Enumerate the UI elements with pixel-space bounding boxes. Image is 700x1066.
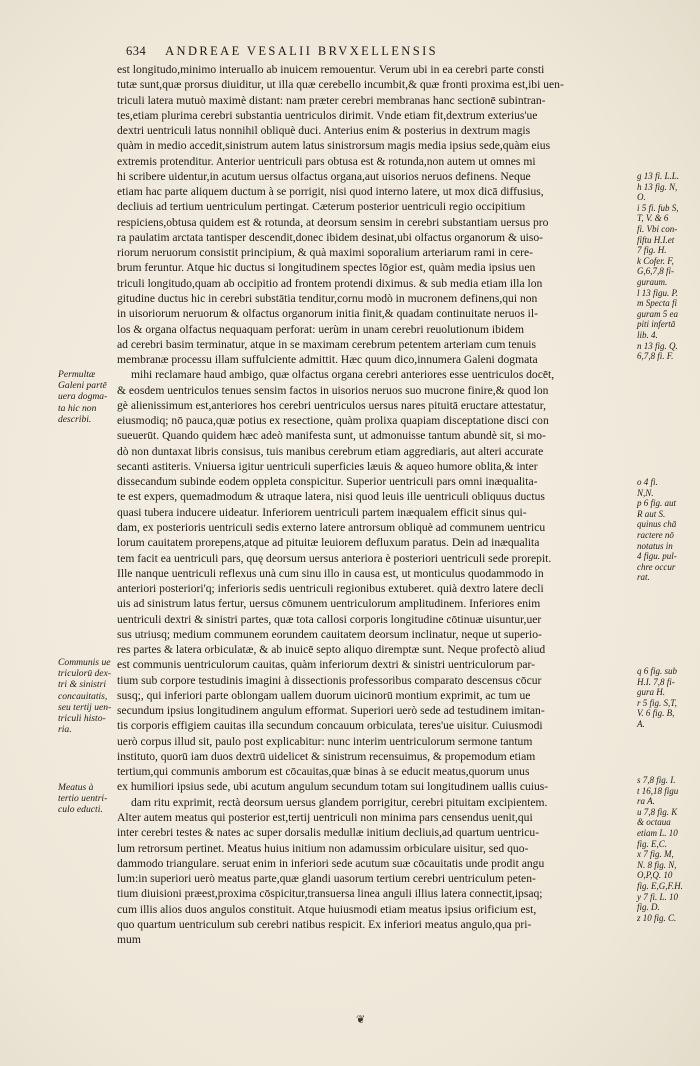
text-line: sus utriusq; medium communem eorundem cauitatem deorsum inclinatur, neque ut superio- — [117, 627, 542, 641]
side-ref-line: 7 fig. H. — [637, 245, 667, 256]
side-ref-line: H.I. 7,8 fi- — [637, 676, 675, 687]
text-line: tium sub corpore testudinis imagini à dissectionis professoribus comparato descensus cōcur — [117, 673, 542, 687]
text-line: Alter autem meatus qui posterior est,tertij uentriculi non minima pars censendus uenit,qui — [117, 811, 533, 825]
running-title: ANDREAE VESALII BRVXELLENSIS — [165, 44, 439, 58]
text-line: decliuis ad tertium uentriculum pertingat. Cæterum posterior uentriculi regio occipitium — [117, 200, 526, 214]
side-ref-line: fig. E,C. — [637, 838, 668, 849]
side-ref-line: s 7,8 fig. I. — [637, 775, 676, 785]
side-ref-line: o 4 fi. — [637, 477, 658, 487]
side-ref-line: i 5 fi. fub S, — [637, 202, 679, 213]
text-line: extremis protenditur. Anterior uentriculi pars obtusa est & rotunda,non autem ut omnes mi — [117, 154, 536, 168]
side-ref-line: g 13 fi. L.L. — [637, 171, 680, 181]
text-line: quàm in medio accedit,sinistrum autem latus sinistrorsum magis media ipsius sede,quàm eius — [117, 139, 551, 153]
text-line: tis corporis effigiem cauitas illa secundum concauum orbiculata, teres'ue uisitur. Cuiusmodi — [117, 719, 543, 733]
side-ref-line: G,6,7,8 fi- — [637, 266, 674, 277]
text-line: susq;, qui inferiori parte oblongam uallem duorum uicinorū montium exprimit, ac tum ue — [117, 688, 531, 702]
margin-note-line: concauitatis, — [58, 690, 108, 702]
text-line: quo quartum uentriculum sub cerebri natibus respicit. Ex inferiori meatus angulo,qua pri- — [117, 917, 532, 931]
side-ref-line: O. — [637, 192, 646, 203]
text-line: res partes & latera orbiculatæ, & ab inuicē septo aliquo diremptæ sunt. Neque profectò aliud — [117, 643, 546, 657]
text-line: ra paulatim arctata tantisper descendit,donec ibidem desinat,ubi olfactus organorum & uiso- — [117, 230, 544, 244]
text-line: mihi reclamare haud ambigo, quæ olfactus organa cerebri anteriores esse uentriculos docēt, — [131, 368, 555, 382]
text-line: Ille nanque uentriculi reflexus unà cum sinu illo in causa est, ut monticulus quodammodo in — [117, 566, 544, 580]
text-line: dam ritu exprimit, rectà deorsum uersus glandem porrigitur, cerebri pituitam excipientem. — [131, 795, 548, 809]
text-line: instituto, quorū iam duos dextrū uidelicet & sinistrum recensuimus, & propemodum etiam — [117, 749, 536, 763]
side-ref-line: 6,7,8 fi. F. — [637, 351, 674, 362]
text-line: brum feruntur. Atque hic ductus si longitudinem spectes lōgior est, quàm media ipsius uen — [117, 261, 536, 275]
side-ref-line: h 13 fig. N, — [637, 181, 678, 192]
side-ref-line: fiftu H.I.et — [637, 234, 675, 245]
margin-note-line: culo educti. — [58, 804, 103, 816]
text-line: hi scribere uidentur,in acutum uersus olfactus organa,aut uisorios neruos definens. Neque — [117, 169, 531, 183]
side-ref-line: piti infertā — [637, 319, 676, 330]
ornament-mark: ❦ — [356, 1014, 366, 1026]
text-line: tem facit ea uentriculi pars, quę deorsum uersus anteriora è posteriori uentriculi sede prorepit. — [117, 551, 552, 565]
margin-note-line: tri & sinistri — [58, 679, 106, 691]
side-ref-line: R aut S. — [637, 508, 666, 519]
side-ref-line: N,N. — [637, 487, 654, 498]
text-line: anteriori posteriori'q; inferioris sedis uentriculi regionibus extuberet. quià dextro latere decli — [117, 582, 544, 596]
side-ref-line: & octaua — [637, 817, 671, 828]
text-line: tium diuisioni præest,proxima cōspicitur,transuersa linea anguli illius latera connectit,ipsaq; — [117, 887, 543, 901]
margin-note-galeni-dogmata — [58, 369, 120, 425]
text-line: uis ad sinistrum latus fertur, uersus cōmunem uentriculorum amplitudinem. Inferiores enim — [117, 597, 541, 611]
side-ref-line: y 7 fi. L. 10 — [637, 891, 679, 902]
side-ref-line: gura H. — [637, 687, 666, 698]
text-line: tutæ sunt,quæ prorsus diuiditur, ut illa quæ cerebello incumbit,& quæ fronti proxima est,ibi uen- — [117, 78, 564, 92]
margin-note-line: Permultæ — [58, 369, 96, 380]
text-line: etiam hac parte aliquem ductum à se porrigit, nisi quod interno latere, ut mox dicā diffusius, — [117, 185, 544, 199]
margin-note-line: triculorū dex- — [58, 668, 112, 680]
side-ref-line: rat. — [637, 572, 650, 583]
text-line: dam, ex posterioris uentriculi sedis externo latere antrorsum obliquè ad communem uentricu — [117, 520, 546, 534]
side-ref-line: T, V. & 6 — [637, 213, 669, 224]
text-line: lum:in superiori uerò meatus parte,quæ glandi uasorum tertium cerebri uentriculum peten- — [117, 872, 536, 886]
side-ref-line: k Cofer. F, — [637, 255, 674, 266]
side-ref-line: guram 5 ea — [637, 308, 678, 319]
text-line: ad cerebri basim terminatur, atque in se maximam cerebrum petentem arteriam cum tenuis — [117, 337, 536, 351]
side-ref-line: lib. 4. — [637, 329, 658, 340]
text-line: membranæ processu illam suffulciente admittit. Hæc quum dico,innumera Galeni dogmata — [117, 353, 538, 367]
side-ref-line: x 7 fig. M, — [637, 849, 674, 860]
page-header — [126, 44, 438, 59]
text-line: triculi latera mutuò maximè distant: nam præter cerebri membranas hanc sectionē subintran- — [117, 93, 546, 107]
side-ref-line: ractere nō — [637, 529, 674, 540]
side-ref-line: p 6 fig. aut — [637, 498, 677, 509]
text-line: in uisoriorum neruorum & olfactus organorum initia finit,& quadam continuitate neruos il- — [117, 307, 538, 321]
margin-note-line: ta hic non — [58, 402, 97, 414]
text-line: cum illis alios duos angulos constituit. Atque huiusmodi etiam meatus ipsius orificium est, — [117, 902, 537, 916]
side-ref-line: r 5 fig. S,T, — [637, 697, 677, 708]
side-ref-line: n 13 fig. Q. — [637, 340, 678, 351]
side-refs-group-1 — [637, 171, 697, 362]
text-line: sueuerūt. Quando quidem hæc adeò manifesta sunt, ut admonuisse tantum abundè sit, si mo- — [117, 429, 546, 443]
side-ref-line: 4 figu. pul- — [637, 551, 677, 562]
margin-note-meatus — [58, 782, 120, 816]
text-line: gè alienissimum est,anteriores hos cerebri uentriculos uersus nares pituitā eructare attestatur, — [117, 398, 546, 412]
side-ref-line: A. — [637, 718, 645, 729]
text-line: respiciens,obtusa quidem est & rotunda, at deorsum sensim in cerebri substantiam uersus pro — [117, 215, 549, 229]
text-line: gitudine ductus hic in cerebri substātia tenditur,cornu modò in mucronem definens,qui non — [117, 291, 538, 305]
text-line: quasi tubera inducere uideatur. Inferiorem uentriculi partem inæqualem efficit sinus qui- — [117, 505, 527, 519]
margin-note-line: Galeni partē — [58, 380, 107, 392]
text-line: los & organa olfactus nequaquam perforat: uerùm in unam cerebri reuolutionum ibidem — [117, 322, 525, 336]
side-refs-group-4 — [637, 775, 697, 923]
text-line: lum retrorsum pertinet. Meatus huius initium non adamussim orbiculare uisitur, sed quo- — [117, 841, 529, 855]
text-line: uerò corpus illud sit, paulo post explicabitur: nunc interim uentriculorum sermone tantum — [117, 734, 533, 748]
side-ref-line: q 6 fig. sub — [637, 666, 678, 676]
side-ref-line: fig. E,G,F.H. — [637, 880, 683, 891]
margin-note-communis-cavitas — [58, 657, 120, 735]
side-ref-line: O,P,Q. 10 — [637, 870, 673, 881]
text-line: dò non duntaxat libris consisus, tuis manibus cerebrum etiam aggrediaris, aut alteri accurate — [117, 444, 544, 458]
margin-note-line: Communis ue — [58, 657, 111, 668]
text-line: dextri uentriculi latus nonnihil obliquè duci. Anterius enim & posterius in dextrum magis — [117, 124, 531, 138]
side-ref-line: m Specta fi — [637, 298, 677, 309]
text-line: secanti astiteris. Vniuersa igitur uentriculi superficies læuis & aqueo humore oblita,& inter — [117, 459, 538, 473]
side-ref-line: fi. Vbi con- — [637, 223, 678, 234]
margin-note-line: describi. — [58, 413, 92, 425]
margin-note-line: uera dogma- — [58, 391, 108, 403]
side-ref-line: quinus chā — [637, 519, 677, 530]
text-line: eiusmodiq; nō pauca,quæ potius ex resectione, quàm prolixa quapiam disceptatione disci con — [117, 414, 549, 428]
text-line: tertium,qui communis amborum est cōcauitas,quæ binas à se educit meatus,quorum unus — [117, 765, 530, 779]
text-line: inter cerebri testes & nates ac super dorsalis medullæ initium decliuis,ad quartum uentricu- — [117, 826, 540, 840]
text-line: dammodo triangulare. seruat enim in inferiori sede acutum suæ cōcauitatis unde prodit angu — [117, 856, 545, 870]
text-line: est communis uentriculorum cauitas, quàm inferiorum dextri & sinistri uentriculorum par- — [117, 658, 536, 672]
text-line: est longitudo,minimo interuallo ab inuicem remouentur. Verum ubi in ea cerebri parte consti — [117, 63, 545, 76]
page-number: 634 — [126, 44, 147, 58]
side-ref-line: guraum. — [637, 276, 668, 287]
side-ref-line: ra A. — [637, 796, 655, 807]
margin-note-line: triculi histo- — [58, 713, 106, 725]
text-line: secundum ipsius longitudinem angulum efformat. Superiori uerò sede ad testudinem imitan- — [117, 704, 545, 718]
text-line: tes,etiam plurima cerebri substantia uentriculos dirimit. Vnde etiam fit,dextrum exterius'ue — [117, 108, 538, 122]
side-ref-line: u 7,8 fig. K — [637, 806, 678, 817]
side-ref-line: z 10 fig. C. — [637, 912, 677, 923]
main-text-block — [117, 62, 633, 947]
side-ref-line: fig. D. — [637, 902, 660, 913]
side-ref-line: l 13 figu. P. — [637, 287, 679, 298]
side-ref-line: notatus in — [637, 540, 673, 551]
text-line: te est expers, quemadmodum & utraque latera, nisi quod leuis ille uentriculi obliquus ductus — [117, 490, 545, 504]
margin-note-line: Meatus à — [58, 782, 94, 793]
side-ref-line: N. 8 fig. N, — [637, 859, 677, 870]
side-ref-line: t 16,18 figu — [637, 785, 679, 796]
text-line: triculi longitudo,quam ab occipitio ad frontem protendi diximus. & sub media etiam illa lon — [117, 276, 543, 290]
side-ref-line: V. 6 fig. B, — [637, 708, 675, 719]
text-line: dissecandum subinde eodem oppleta conspicitur. Superior uentriculi pars omni inæqualita- — [117, 475, 538, 489]
text-line: mum — [117, 933, 141, 947]
side-refs-group-3 — [637, 666, 697, 730]
side-refs-group-2 — [637, 477, 697, 583]
text-line: lorum cauitatem prorepens,atque ad pituitæ leuiorem defluxum paratus. Dein ad inæqualita — [117, 536, 540, 550]
margin-note-line: seu tertij uen- — [58, 701, 112, 713]
text-line: riorum neruorum consistit principium, & quà maximi soporalium arteriarum rami in cere- — [117, 246, 533, 260]
margin-note-line: tertio uentri- — [58, 793, 108, 805]
text-line: uentriculi dextri & sinistri partes, quæ tota callosi corporis longitudine cōtinuæ uisuntur,uer — [117, 612, 542, 626]
side-ref-line: etiam L. 10 — [637, 827, 678, 838]
text-line: & eosdem uentriculos tenues sensim factos in uisorios neruos suo mucrone finire,& quod lon — [117, 383, 549, 397]
text-line: ex humiliori ipsius sede, ubi acutum angulum secundum totam sui longitudinem uallis cuius- — [117, 780, 549, 794]
margin-note-line: ria. — [58, 724, 72, 736]
side-ref-line: chre occur — [637, 561, 676, 572]
